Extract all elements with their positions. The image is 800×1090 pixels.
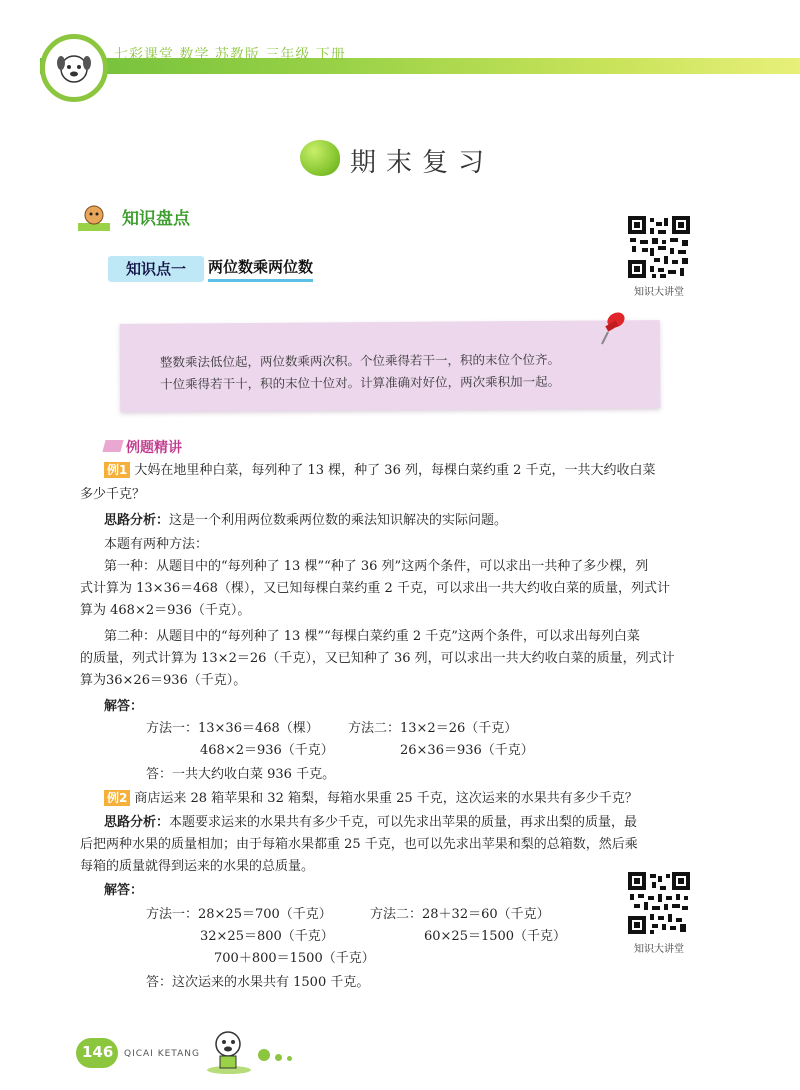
example2-answer-method1-line2: 32×25＝800（千克） (200, 929, 334, 944)
method2-line-1: 第二种：从题目中的“每列种了 13 棵”“每棵白菜约重 2 千克”这两个条件，可以求出每列白菜 (104, 629, 640, 644)
example1-answer-method2-line1: 方法二：13×2＝26（千克） (348, 721, 518, 736)
rule-line-1: 整数乘法低位起，两位数乘两次积。个位乘得若干一，积的末位个位齐。 (159, 351, 561, 370)
example2-answer-method1-line3: 700＋800＝1500（千克） (214, 951, 375, 966)
method1-line-1: 第一种：从题目中的“每列种了 13 棵”“种了 36 列”这两个条件，可以求出一共种了多少棵，列 (104, 559, 649, 574)
method1-line-3: 算为 468×2＝936（千克）。 (80, 603, 251, 618)
method2-line-3: 算为36×26＝936（千克）。 (80, 673, 247, 688)
mascot-section-icon (76, 203, 112, 233)
example2-analysis-text: 本题要求运来的水果共有多少千克，可以先求出苹果的质量，再求出梨的质量，最 (169, 815, 638, 830)
qr-code-icon[interactable] (628, 872, 690, 934)
example2-analysis-line-3: 每箱的质量就得到运来的水果的总质量。 (80, 859, 315, 874)
mascot-footer-icon (204, 1026, 254, 1074)
book-icon (102, 440, 123, 452)
pushpin-icon (598, 306, 628, 346)
analysis-label: 思路分析： (104, 815, 170, 830)
knowledge-point-tag: 知识点一 (108, 256, 204, 282)
method2-line-2: 的质量，列式计算为 13×2＝26（千克），又已知种了 36 列，可以求出一共大约收白菜的质量，列式计 (80, 651, 675, 666)
examples-heading: 例题精讲 (126, 440, 182, 456)
answer-label: 解答： (104, 699, 144, 714)
example2-analysis-line-1 (104, 812, 637, 834)
header-series-text: 七彩课堂 数学 苏教版 三年级 下册 (114, 47, 346, 63)
example1-answer-method1-line2: 468×2＝936（千克） (200, 743, 334, 758)
page-number: 146 (82, 1043, 114, 1061)
example2-answer-method2-line2: 60×25＝1500（千克） (424, 929, 567, 944)
qr-caption: 知识大讲堂 (634, 944, 684, 955)
example1-question-line-1 (104, 460, 656, 482)
example2-answer-method1-line1: 方法一：28×25＝700（千克） (146, 907, 332, 922)
example2-q1: 商店运来 28 箱苹果和 32 箱梨，每箱水果重 25 千克，这次运来的水果共有多少千克？ (134, 791, 638, 806)
example1-conclusion: 答：一共大约收白菜 936 千克。 (146, 767, 336, 782)
qr-caption: 知识大讲堂 (634, 287, 684, 298)
example1-q1: 大妈在地里种白菜，每列种了 13 棵，种了 36 列，每棵白菜约重 2 千克，一共大约收白菜 (134, 463, 656, 478)
answer-label: 解答： (104, 883, 144, 898)
method1-line-2: 式计算为 13×36＝468（棵），又已知每棵白菜约重 2 千克，可以求出一共大约收白菜的质量，列式计 (80, 581, 670, 596)
example1-answer-method1-line1: 方法一：13×36＝468（棵） (146, 721, 319, 736)
rule-note-card (120, 320, 661, 412)
section-title: 知识盘点 (122, 209, 190, 229)
example1-badge: 例1 (104, 462, 130, 478)
example2-conclusion: 答：这次运来的水果共有 1500 千克。 (146, 975, 370, 990)
example2-analysis-line-2: 后把两种水果的质量相加；由于每箱水果都重 25 千克，也可以先求出苹果和梨的总箱数，然后乘 (80, 837, 638, 852)
rule-line-2: 十位乘得若干十，积的末位十位对。计算准确对好位，两次乘积加一起。 (160, 373, 561, 392)
example1-answer-method2-line2: 26×36＝936（千克） (400, 743, 534, 758)
analysis-label: 思路分析： (104, 513, 170, 528)
decorative-dots (258, 1046, 297, 1065)
title-decoration-icon (300, 140, 340, 176)
knowledge-point-name: 两位数乘两位数 (208, 256, 313, 282)
footer-brand: QICAI KETANG (124, 1049, 200, 1059)
example2-badge: 例2 (104, 790, 130, 806)
qr-code-icon[interactable] (628, 216, 690, 278)
example1-analysis-text: 这是一个利用两位数乘两位数的乘法知识解决的实际问题。 (169, 513, 508, 528)
example1-question-line-2: 多少千克？ (80, 487, 146, 502)
example1-analysis (104, 510, 507, 532)
example2-question (104, 788, 638, 810)
methods-intro: 本题有两种方法： (104, 537, 209, 552)
example2-answer-method2-line1: 方法二：28＋32＝60（千克） (370, 907, 550, 922)
page-title: 期末复习 (350, 148, 495, 178)
mascot-logo (40, 34, 108, 102)
